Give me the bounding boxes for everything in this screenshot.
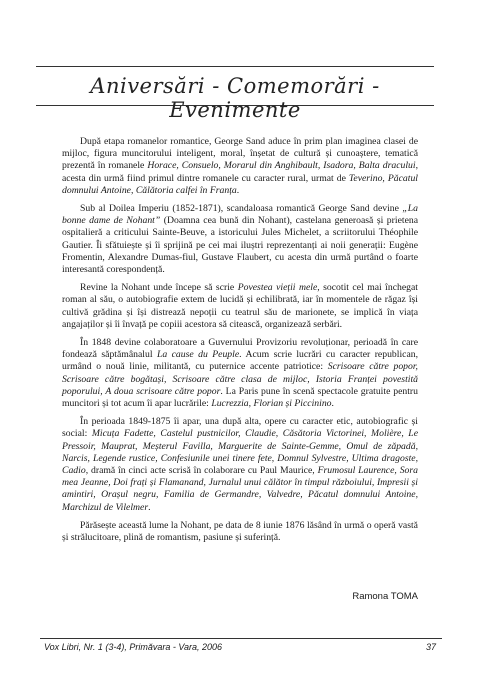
italic-title-run: Lucrezzia, Florian și Piccinino xyxy=(211,398,332,410)
text-run: , socotit cel mai închegat roman al său, o autobiografie extem de lucidă și echilibrată, iar în momentele de răgaz își cultivă grădina și își distrează nepoții cu teatrul său de marionete, se implică în viața angajaților și îi învață pe copiii acestora să citească, organizează serbări. xyxy=(62,282,419,330)
text-run: Părăsește această lume la Nohant, pe data de 8 iunie 1876 lăsând în urmă o operă vastă și strălucitoare, plină de romantism, pasiune și suferință. xyxy=(62,519,418,544)
text-run: . xyxy=(331,398,334,410)
italic-title-run: Horace, Consuelo, Morarul din Anghibault, Isadora, Balta dracului xyxy=(147,160,416,172)
article-paragraph xyxy=(62,203,418,276)
author-signature: Ramona TOMA xyxy=(352,591,418,602)
article-paragraph xyxy=(62,520,418,544)
text-run: După etapa romanelor romantice, George Sand aduce în prim plan imaginea clasei de mijloc, figura muncitorului inteligent, moral, înșetat de cultură și cunoaștere, tematică prezentă în romanele xyxy=(62,136,418,172)
text-run: În 1848 devine colaboratoare a Guvernului Provizoriu revoluționar, perioadă în care fondează săptămânalul xyxy=(62,337,418,361)
italic-title-run: „La bonne dame de Nohant” xyxy=(62,203,418,227)
article-paragraph xyxy=(62,416,418,514)
italic-title-run: Scrisoare către popor, Scrisoare către bogătași, Scrisoare către clasa de mijloc, Istoria Franței povestită poporului, A doua scrisoare către popor xyxy=(62,361,418,397)
article-body xyxy=(62,136,418,550)
italic-title-run: La cause du Peuple xyxy=(156,349,240,361)
text-run: , dramă în cinci acte scrisă în colaborare cu Paul Maurice, xyxy=(85,465,318,477)
footer-page-number: 37 xyxy=(425,642,436,652)
text-run: . xyxy=(148,501,151,513)
italic-title-run: Povestea vieții mele xyxy=(237,282,318,294)
italic-title-run: Teverino, Păcatul domnului Antoine, Călătoria calfei în Franța xyxy=(62,172,418,196)
article-paragraph xyxy=(62,282,418,331)
section-header-band xyxy=(36,66,434,122)
footer-divider xyxy=(40,638,442,639)
text-run: (Doamna cea bună din Nohant), castelana generoasă și prietena ospitalieră a criticului Sainte-Beuve, a istoricului Jules Michelet, a scriitorului Théophile Gautier. Îi sfătuiește și îi sprijină pe cei mai iluștri reprezentanți ai noii generații: Eugène Fromentin, Alexandre Dumas-fiul, Gustave Flaubert, cu acesta din urmă purtând o foarte interesantă corespondență. xyxy=(62,215,419,276)
article-paragraph xyxy=(62,337,418,410)
footer-publication: Vox Libri, Nr. 1 (3-4), Primăvara - Vara, 2006 xyxy=(44,642,223,652)
text-run: , acesta din urmă fiind primul dintre romanele cu caracter rural, urmat de xyxy=(62,160,418,184)
text-run: . La Paris pune în scenă spectacole gratuite pentru muncitori și tot acum îi apar lucrările: xyxy=(62,385,418,410)
italic-title-run: Micuța Fadette, Castelul pustnicilor, Claudie, Căsătoria Victorinei, Molière, Le Pressoir, Mauprat, Meșterul Favilla, Marguerite de Sainte-Gemme, Omul de zăpadă, Narcis, Legende rustice, Confesiunile unei tinere fete, Domnul Sylvestre, Ultima dragoste, Cadio xyxy=(62,428,418,477)
article-paragraph xyxy=(62,136,418,197)
text-run: Revine la Nohant unde începe să scrie xyxy=(80,282,238,294)
text-run: . Acum scrie lucrări cu caracter republican, urmând o nouă linie, militantă, cu puternice accente patriotice: xyxy=(62,349,419,373)
section-title: Aniversări - Comemorări - Evenimente xyxy=(90,74,380,122)
text-run: . xyxy=(236,184,240,196)
text-run: Sub al Doilea Imperiu (1852-1871), scandaloasa romantică George Sand devine xyxy=(80,203,403,215)
italic-title-run: Frumosul Laurence, Sora mea Jeanne, Doi frați și Flamanand, Jurnalul unui călător în timpul războiului, Impresii și amintiri, Orașul negru, Familia de Germandre, Valvedre, Păcatul domnului Antoine, Marchizul de Vilelmer xyxy=(62,465,419,513)
text-run: În perioada 1849-1875 îi apar, una după alta, opere cu caracter etic, autobiografic și social: xyxy=(62,416,418,440)
